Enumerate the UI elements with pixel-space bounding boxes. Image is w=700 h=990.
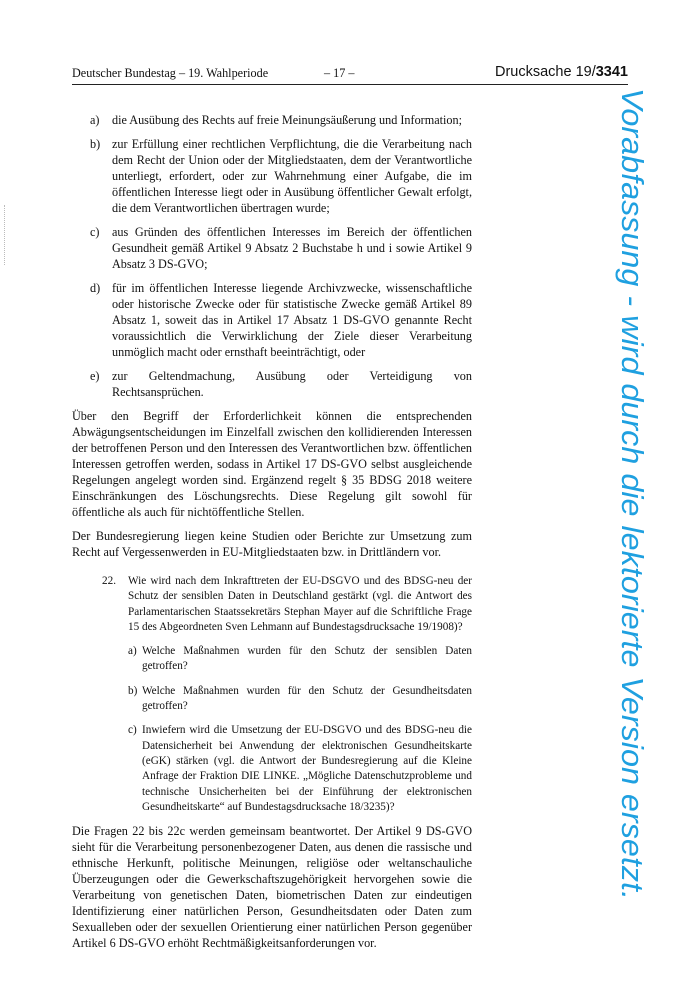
draft-watermark: [586, 88, 686, 908]
header-publisher: Deutscher Bundestag – 19. Wahlperiode: [72, 66, 269, 80]
body-paragraph: Der Bundesregierung liegen keine Studien oder Berichte zur Umsetzung zum Recht auf Vergessenwerden in EU-Mitgliedstaaten bzw. in Drittländern vor.: [72, 529, 472, 559]
header-divider: [72, 84, 628, 85]
list-marker: c): [90, 225, 100, 239]
sub-marker: a): [128, 645, 137, 658]
page-number: – 17 –: [324, 66, 355, 80]
list-text: die Ausübung des Rechts auf freie Meinungsäußerung und Information;: [112, 113, 462, 127]
sub-question: [128, 723, 472, 815]
watermark-svg: [586, 88, 686, 908]
list-text: zur Geltendmachung, Ausübung oder Verteidigung von Rechtsansprüchen.: [112, 369, 472, 399]
question-block: [72, 574, 472, 815]
list-text: zur Erfüllung einer rechtlichen Verpflichtung, die die Verarbeitung nach dem Recht der Union oder der Mitgliedstaaten, dem der Verantwortliche unterliegt, erfordert, oder zur Wahrnehmung einer Aufgabe, die im öffentlichen Interesse liegt oder in Ausübung öffentlicher Gewalt erfolgt, die dem Verantwortlichen übertragen wurde;: [112, 137, 472, 215]
list-marker: b): [90, 137, 101, 151]
sub-question: [128, 684, 472, 715]
list-item: [72, 136, 472, 216]
list-item: [72, 112, 472, 128]
document-number: [495, 64, 628, 80]
list-text: für im öffentlichen Interesse liegende Archivzwecke, wissenschaftliche oder historische Zwecke oder für statistische Zwecke gemäß Artikel 89 Absatz 1, soweit das in Artikel 17 Absatz 1 DS-GVO genannte Recht voraussichtlich die Verwirklichung der Ziele dieser Verarbeitung unmöglich macht oder ernsthaft beeinträchtigt, oder: [112, 281, 472, 359]
list-marker: e): [90, 369, 100, 383]
list-item: [72, 368, 472, 400]
sub-text: Welche Maßnahmen wurden für den Schutz der Gesundheitsdaten getroffen?: [142, 684, 472, 713]
document-body: [72, 112, 472, 959]
page-header: [72, 66, 628, 84]
body-paragraph: Über den Begriff der Erforderlichkeit können die entsprechenden Abwägungsentscheidungen im Einzelfall zwischen den kollidierenden Interessen der betroffenen Person und den Interessen des Verantwortlichen bzw. öffentlichen Interessen getroffen werden, sodass in Artikel 17 DS-GVO selbst ausgleichende Regelungen angelegt worden sind. Ergänzend regelt § 35 BDSG 2018 weitere Einschränkungen des Löschungsrechts. Diese Regelung gilt sowohl für öffentliche als auch für nichtöffentliche Stellen.: [72, 409, 472, 519]
document-id: 3341: [595, 64, 628, 80]
answer-paragraph: Die Fragen 22 bis 22c werden gemeinsam beantwortet. Der Artikel 9 DS-GVO sieht für die Verarbeitung personenbezogener Daten, aus denen die rassische und ethnische Herkunft, politische Meinungen, religiöse oder weltanschauliche Überzeugungen oder die Gewerkschaftszugehörigkeit hervorgehen sowie die Verarbeitung von genetischen Daten, biometrischen Daten zur eindeutigen Identifizierung einer natürlichen Person, Gesundheitsdaten oder Daten zum Sexualleben oder der sexuellen Orientierung einer natürlichen Person gegenüber Artikel 6 DS-GVO erhöht Rechtmäßigkeitsanforderungen vor.: [72, 824, 472, 951]
watermark-text: Vorabfassung - wird durch die lektorierte Version ersetzt.: [615, 88, 650, 867]
document-label: Drucksache: [494, 64, 576, 80]
list-marker: a): [90, 113, 100, 127]
margin-mark: [4, 205, 6, 265]
sub-text: Inwiefern wird die Umsetzung der EU-DSGVO und des BDSG-neu die Datensicherheit bei Anwendung der elektronischen Gesundheitskarte (eGK) stärken (vgl. die Antwort der Bundesregierung auf die Kleine Anfrage der Fraktion DIE LINKE. „Mögliche Datenschutzprobleme und technische Unsicherheiten bei der Einführung der elektronischen Gesundheitskarte“ auf Bundestagsdrucksache 18/3235)?: [142, 724, 472, 813]
document-prefix: 19/: [575, 64, 596, 80]
list-text: aus Gründen des öffentlichen Interesses im Bereich der öffentlichen Gesundheit gemäß Artikel 9 Absatz 2 Buchstabe h und i sowie Artikel 9 Absatz 3 DS-GVO;: [112, 225, 472, 271]
question-number: 22.: [102, 575, 116, 587]
sub-marker: c): [128, 724, 137, 737]
question-text: Wie wird nach dem Inkrafttreten der EU-DSGVO und des BDSG-neu der Schutz der sensiblen Daten in Deutschland gestärkt (vgl. die Antwort des Parlamentarischen Staatssekretärs Stephan Mayer auf die Schriftliche Frage 15 des Abgeordneten Sven Lehmann auf Bundestagsdrucksache 19/1908)?: [128, 575, 472, 633]
sub-text: Welche Maßnahmen wurden für den Schutz der sensiblen Daten getroffen?: [142, 645, 472, 673]
list-item: [72, 280, 472, 360]
list-marker: d): [90, 281, 101, 295]
sub-marker: b): [128, 684, 138, 697]
sub-question: [128, 644, 472, 675]
list-item: [72, 224, 472, 272]
